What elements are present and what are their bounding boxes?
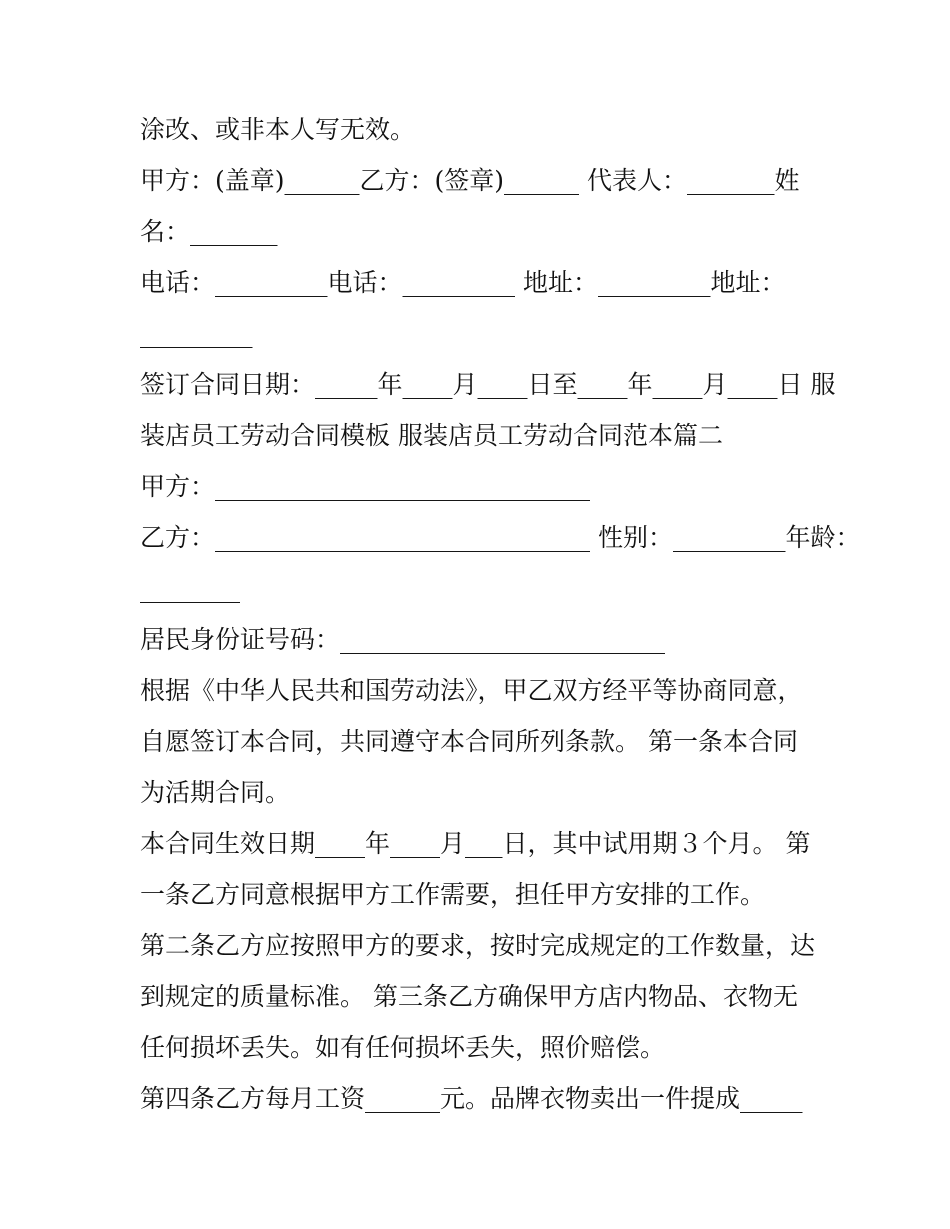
text-line: 任何损坏丢失。如有任何损坏丢失，照价赔偿。 (140, 1033, 666, 1062)
text-line: _________ (140, 319, 253, 348)
text-line: 根据《中华人民共和国劳动法》，甲乙双方经平等协商同意， (140, 676, 803, 705)
text-line: 第四条乙方每月工资______元。品牌衣物卖出一件提成_____ (140, 1084, 803, 1113)
text-line: 甲方：(盖章)______乙方：(签章)______ 代表人：_______姓 (140, 166, 800, 195)
text-line: 电话：_________电话：_________ 地址：_________地址： (140, 268, 786, 297)
text-line: 涂改、或非本人写无效。 (140, 115, 416, 144)
text-line: ________ (140, 574, 240, 603)
text-line: 一条乙方同意根据甲方工作需要，担任甲方安排的工作。 (140, 880, 766, 909)
text-line: 为活期合同。 (140, 778, 291, 807)
text-line: 自愿签订本合同，共同遵守本合同所列条款。 第一条本合同 (140, 727, 798, 756)
text-line: 名：_______ (140, 217, 278, 246)
text-line: 甲方：______________________________ (140, 472, 591, 501)
text-line: 到规定的质量标准。 第三条乙方确保甲方店内物品、衣物无 (140, 982, 798, 1011)
text-line: 本合同生效日期____年____月___日，其中试用期３个月。 第 (140, 829, 811, 858)
text-line: 第二条乙方应按照甲方的要求，按时完成规定的工作数量，达 (140, 931, 816, 960)
text-line: 装店员工劳动合同模板 服装店员工劳动合同范本篇二 (140, 421, 723, 450)
text-line: 居民身份证号码：__________________________ (140, 625, 666, 654)
text-line: 签订合同日期：_____年____月____日至____年____月____日 服 (140, 370, 836, 399)
text-line: 乙方：______________________________ 性别：_________年龄： (140, 523, 861, 552)
document-body (140, 104, 861, 1124)
